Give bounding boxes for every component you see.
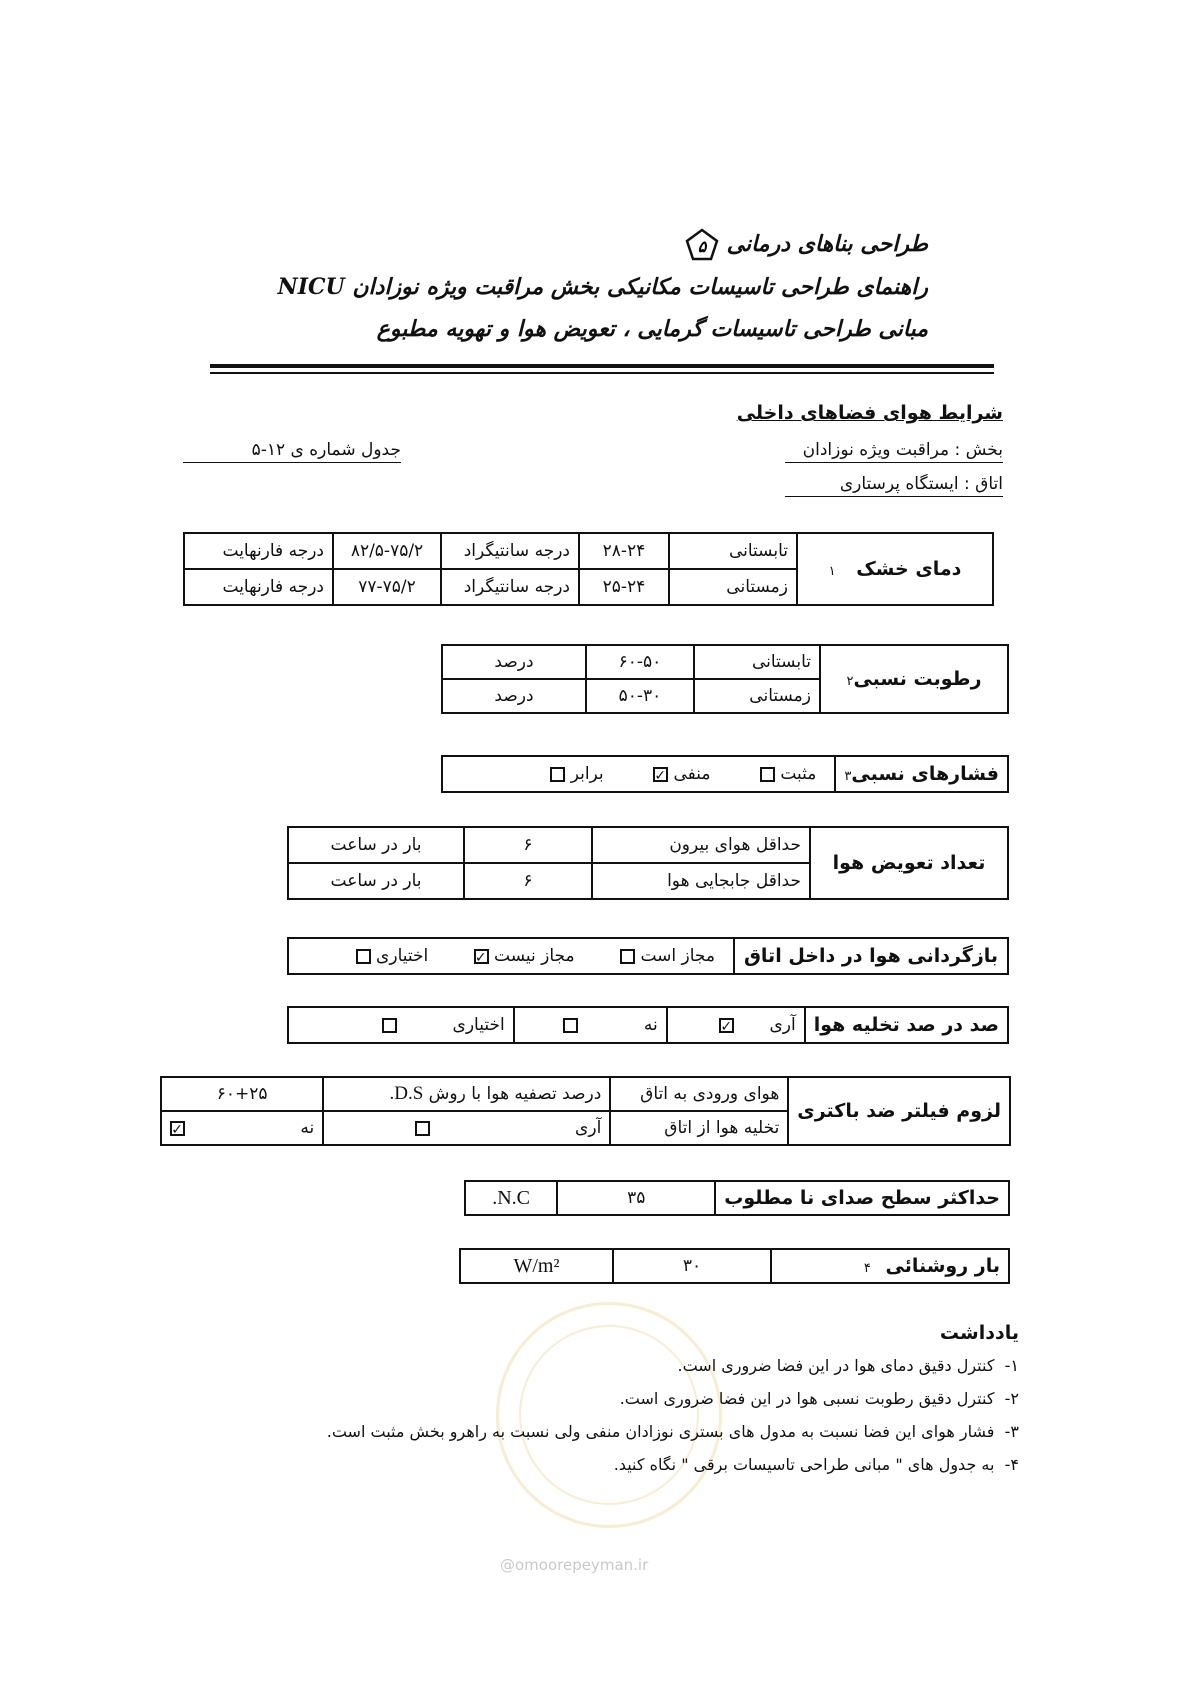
chapter-number: ۵ bbox=[697, 237, 707, 256]
room-line bbox=[785, 474, 1003, 497]
header-rule-thin bbox=[210, 372, 994, 374]
humidity-unit: درصد bbox=[442, 645, 586, 679]
header-rule-thick bbox=[210, 364, 994, 368]
filter-method bbox=[323, 1077, 610, 1111]
recirculation-options bbox=[288, 938, 734, 974]
noise-table bbox=[464, 1180, 1010, 1216]
filter-option[interactable]: آری bbox=[323, 1111, 610, 1145]
department-value: مراقبت ویژه نوزادان bbox=[802, 440, 950, 460]
filter-option[interactable]: نه ✓ bbox=[161, 1111, 323, 1145]
dry-temp-heading: دمای خشک ۱ bbox=[797, 533, 993, 605]
exhaust-option[interactable]: نه bbox=[514, 1007, 667, 1043]
lighting-unit: W/m² bbox=[460, 1249, 613, 1283]
header-line-2: راهنمای طراحی تاسیسات مکانیکی بخش مراقبت ویژه نوزادان NICU bbox=[277, 274, 928, 300]
checkbox-icon[interactable] bbox=[550, 767, 565, 782]
note-item: ۱- کنترل دقیق دمای هوا در این فضا ضروری است. bbox=[677, 1356, 1019, 1375]
exhaust-option[interactable]: آری ✓ bbox=[667, 1007, 805, 1043]
department-label: بخش : bbox=[954, 440, 1003, 460]
air-change-label: حداقل جابجایی هوا bbox=[592, 863, 810, 899]
recirculation-heading: بازگردانی هوا در داخل اتاق bbox=[734, 938, 1008, 974]
checkbox-icon[interactable] bbox=[620, 949, 635, 964]
checkbox-icon[interactable] bbox=[356, 949, 371, 964]
dry-temp-f-unit: درجه فارنهایت bbox=[184, 533, 333, 569]
noise-heading: حداکثر سطح صدای نا مطلوب bbox=[715, 1181, 1009, 1215]
section-title: شرایط هوای فضاهای داخلی bbox=[736, 402, 1003, 424]
note-item: ۲- کنترل دقیق رطوبت نسبی هوا در این فضا ضروری است. bbox=[619, 1389, 1019, 1408]
pressure-note: ۳ bbox=[844, 769, 852, 784]
humidity-table bbox=[441, 644, 1009, 714]
exhaust-table bbox=[287, 1006, 1009, 1044]
header-line-3: مبانی طراحی تاسیسات گرمایی ، تعویض هوا و تهویه مطبوع bbox=[376, 316, 928, 342]
air-change-value: ۶ bbox=[464, 863, 592, 899]
chapter-pentagon-icon bbox=[685, 228, 719, 262]
filter-heading: لزوم فیلتر ضد باکتری bbox=[788, 1077, 1010, 1145]
recirculation-option[interactable]: مجاز نیست ✓ bbox=[474, 946, 575, 966]
department-line bbox=[785, 440, 1003, 463]
lighting-value: ۳۰ bbox=[613, 1249, 771, 1283]
dry-temp-c-unit: درجه سانتیگراد bbox=[441, 569, 579, 605]
humidity-value: ۵۰-۳۰ bbox=[586, 679, 694, 713]
lighting-table bbox=[459, 1248, 1010, 1284]
air-change-unit: بار در ساعت bbox=[288, 863, 464, 899]
exhaust-option[interactable]: اختیاری bbox=[288, 1007, 514, 1043]
room-label: اتاق : bbox=[964, 474, 1003, 494]
note-item: ۳- فشار هوای این فضا نسبت به مدول های بستری نوزادان منفی ولی نسبت به راهرو بخش مثبت است. bbox=[326, 1422, 1019, 1441]
dry-temp-c: ۲۸-۲۴ bbox=[579, 533, 669, 569]
air-change-heading: تعداد تعویض هوا bbox=[810, 827, 1008, 899]
checked-checkbox-icon[interactable]: ✓ bbox=[474, 949, 487, 966]
notes-title: یادداشت bbox=[939, 1322, 1019, 1344]
filter-table bbox=[160, 1076, 1011, 1146]
air-change-unit: بار در ساعت bbox=[288, 827, 464, 863]
note-item: ۴- به جدول های " مبانی طراحی تاسیسات برقی " نگاه کنید. bbox=[613, 1455, 1019, 1474]
dry-temp-note: ۱ bbox=[828, 564, 836, 579]
lighting-heading: بار روشنائی ۴ bbox=[771, 1249, 1009, 1283]
humidity-value: ۶۰-۵۰ bbox=[586, 645, 694, 679]
humidity-note: ۲ bbox=[846, 674, 854, 689]
exhaust-heading: صد در صد تخلیه هوا bbox=[805, 1007, 1008, 1043]
site-watermark: @omoorepeyman.ir bbox=[500, 1556, 649, 1574]
air-change-table bbox=[287, 826, 1009, 900]
recirculation-option[interactable]: مجاز است bbox=[620, 946, 715, 966]
dry-temp-season: زمستانی bbox=[669, 569, 797, 605]
checked-checkbox-icon[interactable]: ✓ bbox=[720, 1018, 733, 1035]
header-line-1 bbox=[197, 228, 928, 262]
humidity-heading: رطوبت نسبی۲ bbox=[820, 645, 1008, 713]
humidity-unit: درصد bbox=[442, 679, 586, 713]
checkbox-icon[interactable] bbox=[382, 1018, 397, 1033]
filter-method-text: درصد تصفیه هوا با روش bbox=[428, 1084, 602, 1104]
pressure-option[interactable]: برابر bbox=[550, 764, 603, 784]
table-number: جدول شماره ی ۱۲-۵ bbox=[183, 440, 401, 463]
pressure-options bbox=[442, 756, 835, 792]
checkbox-icon[interactable] bbox=[563, 1018, 578, 1033]
pressure-option[interactable]: مثبت bbox=[760, 764, 816, 784]
humidity-season: زمستانی bbox=[694, 679, 820, 713]
noise-value: ۳۵ bbox=[557, 1181, 715, 1215]
dry-temp-f-unit: درجه فارنهایت bbox=[184, 569, 333, 605]
pressure-heading: فشارهای نسبی۳ bbox=[835, 756, 1008, 792]
dry-temp-f: ۸۲/۵-۷۵/۲ bbox=[333, 533, 441, 569]
checkbox-icon[interactable] bbox=[760, 767, 775, 782]
dry-temp-c-unit: درجه سانتیگراد bbox=[441, 533, 579, 569]
pressure-option[interactable]: منفی ✓ bbox=[654, 764, 711, 784]
seal-watermark-icon bbox=[496, 1302, 722, 1528]
filter-outlet-label: تخلیه هوا از اتاق bbox=[610, 1111, 788, 1145]
noise-unit: N.C. bbox=[465, 1181, 557, 1215]
filter-efficiency: ۶۰+۲۵ bbox=[161, 1077, 323, 1111]
air-change-value: ۶ bbox=[464, 827, 592, 863]
filter-method-code: D.S. bbox=[389, 1083, 424, 1104]
recirculation-option[interactable]: اختیاری bbox=[356, 946, 429, 966]
dry-temp-table bbox=[183, 532, 994, 606]
air-change-label: حداقل هوای بیرون bbox=[592, 827, 810, 863]
lighting-note: ۴ bbox=[863, 1261, 871, 1276]
dry-temp-season: تابستانی bbox=[669, 533, 797, 569]
recirculation-table bbox=[287, 937, 1009, 975]
checked-checkbox-icon[interactable]: ✓ bbox=[171, 1121, 183, 1138]
checked-checkbox-icon[interactable]: ✓ bbox=[654, 767, 667, 784]
dry-temp-f: ۷۷-۷۵/۲ bbox=[333, 569, 441, 605]
room-value: ایستگاه پرستاری bbox=[839, 474, 959, 494]
filter-inlet-label: هوای ورودی به اتاق bbox=[610, 1077, 788, 1111]
checkbox-icon[interactable] bbox=[415, 1121, 430, 1136]
humidity-season: تابستانی bbox=[694, 645, 820, 679]
dry-temp-c: ۲۵-۲۴ bbox=[579, 569, 669, 605]
pressure-table bbox=[441, 755, 1009, 793]
header-title: طراحی بناهای درمانی bbox=[726, 231, 928, 257]
